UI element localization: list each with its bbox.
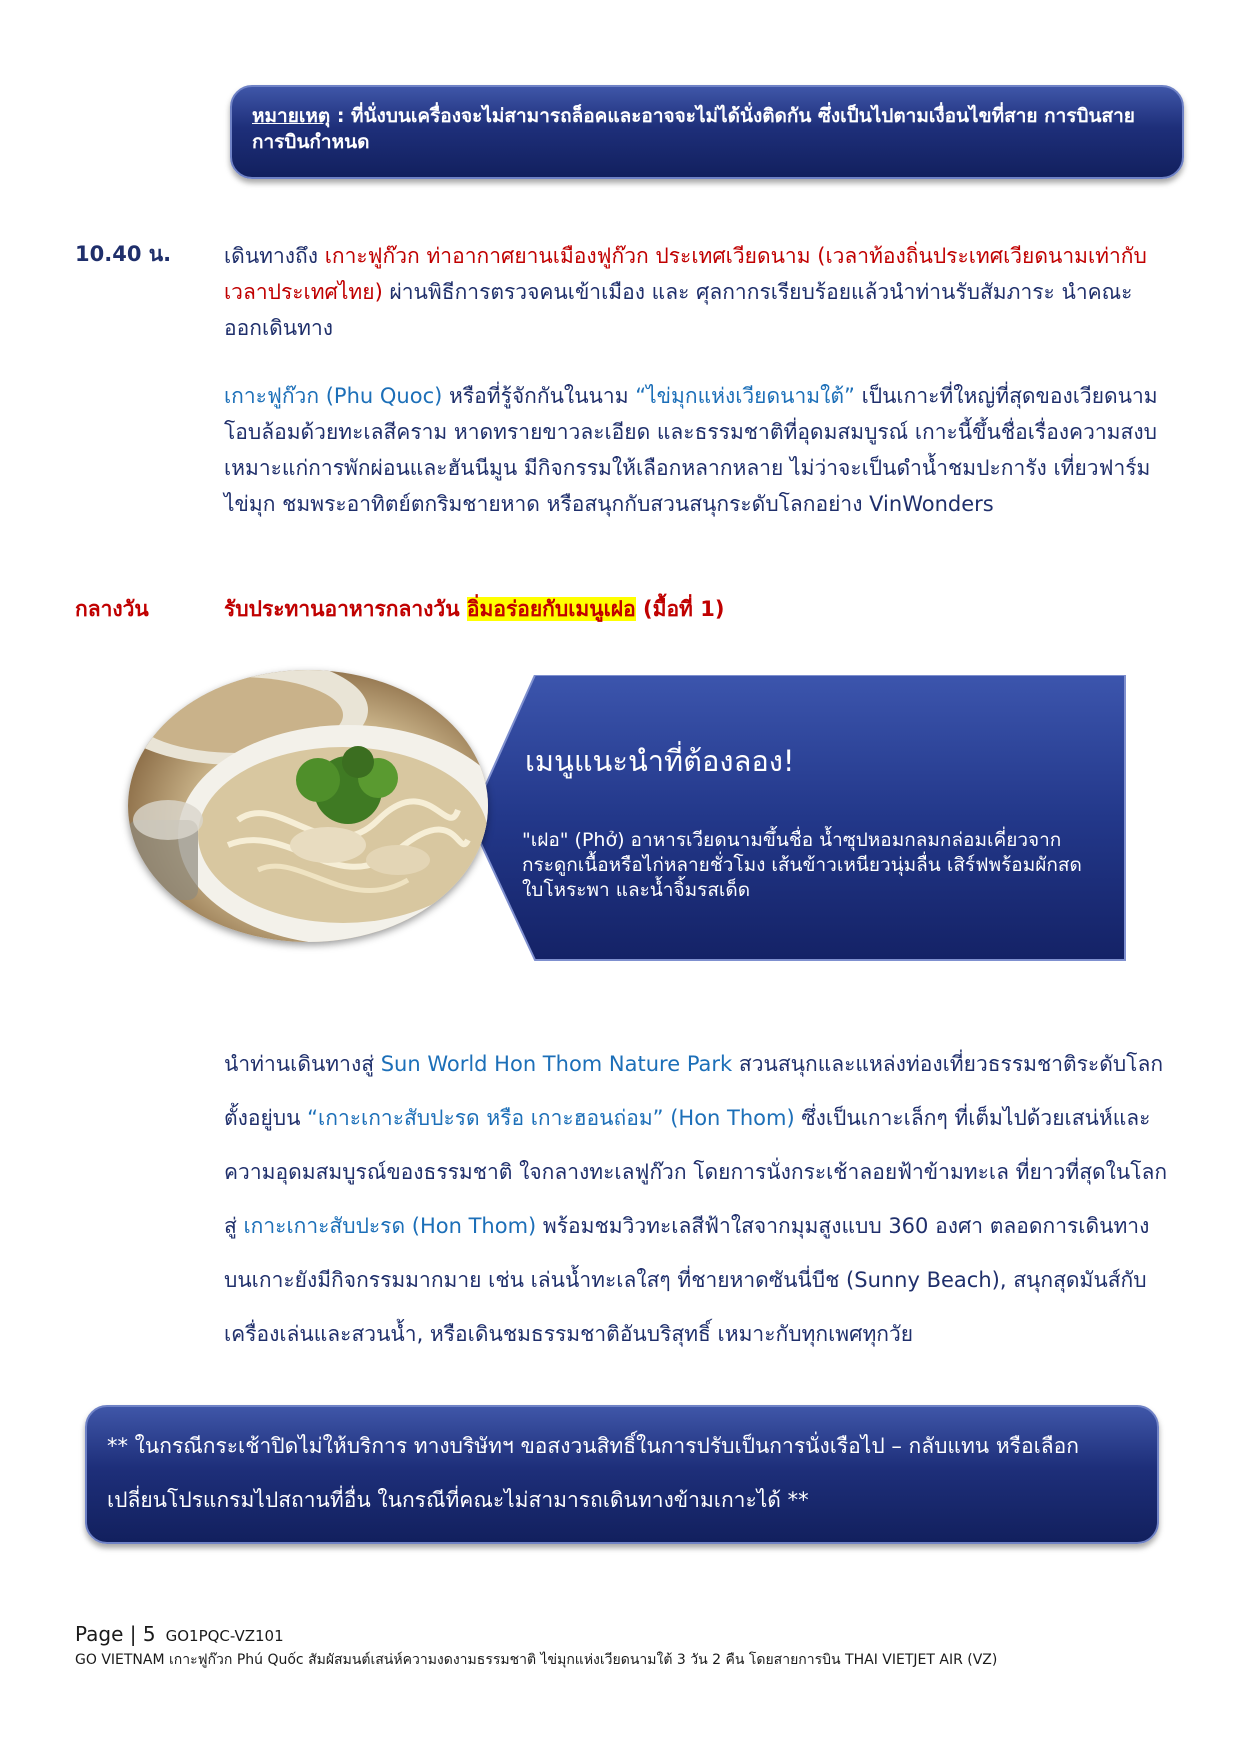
footer-program-title: GO VIETNAM เกาะฟูก๊วก Phú Quốc สัมผัสมนต์เสน่ห์ความงดงามธรรมชาติ ไข่มุกแห่งเวียดนามใต้ 3 วัน 2 คืน โดยสายการบิน THAI VIETJET AIR (VZ) — [75, 1652, 998, 1668]
footer-page-number — [75, 1622, 284, 1646]
sunworld-text-1: สวนสนุกและแหล่งท่องเที่ยวธรรมชาติระดับโลก ตั้งอยู่บน — [224, 1052, 1164, 1130]
lunch-main: รับประทานอาหารกลางวัน — [224, 597, 467, 621]
intro-text-1: หรือที่รู้จักกันในนาม — [442, 384, 636, 408]
intro-island-name: เกาะฟูก๊วก (Phu Quoc) — [224, 384, 443, 408]
sunworld-island-name: “เกาะเกาะสับปะรด หรือ เกาะฮอนถ่อม” (Hon Thom) — [307, 1106, 795, 1130]
menu-title: เมนูแนะนำที่ต้องลอง! — [525, 744, 795, 778]
note-label: หมายเหตุ — [252, 105, 331, 127]
lunch-highlight: อิ่มอร่อยกับเมนูเฝอ — [466, 597, 636, 621]
note-body: : ที่นั่งบนเครื่องจะไม่สามารถล็อคและอาจจะไม่ได้นั่งติดกัน ซึ่งเป็นไปตามเงื่อนไขที่สาย การบินสายการบินกำหนด — [252, 105, 1135, 153]
intro-paragraph — [224, 378, 1169, 522]
intro-nickname: “ไข่มุกแห่งเวียดนามใต้” — [635, 384, 855, 408]
note-text — [252, 103, 1162, 155]
warning-text: ** ในกรณีกระเช้าปิดไม่ให้บริการ ทางบริษัทฯ ขอสงวนสิทธิ์ในการปรับเป็นการนั่งเรือไป – กลับแทน หรือเลือกเปลี่ยนโปรแกรมไปสถานที่อื่น ในกรณีที่คณะไม่สามารถเดินทางข้ามเกาะได้ ** — [107, 1434, 1079, 1512]
arrival-lead: เดินทางถึง — [224, 244, 325, 268]
sunworld-text-3: พร้อมชมวิวทะเลสีฟ้าใสจากมุมสูงแบบ 360 องศา ตลอดการเดินทาง บนเกาะยังมีกิจกรรมมากมาย เช่น เล่นน้ำทะเลใสๆ ที่ชายหาดซันนี่บีช (Sunny Beach), สนุกสุดมันส์กับเครื่องเล่นและสวนน้ำ, หรือเดินชมธรรมชาติอันบริสุทธิ์ เหมาะกับทุกเพศทุกวัย — [224, 1214, 1150, 1346]
sunworld-text-0: นำท่านเดินทางสู่ — [224, 1052, 381, 1076]
arrival-rest: ผ่านพิธีการตรวจคนเข้าเมือง และ ศุลกากรเรียบร้อยแล้วนำท่านรับสัมภาระ นำคณะออกเดินทาง — [224, 280, 1133, 340]
arrival-time: 10.40 น. — [75, 242, 172, 266]
lunch-suffix: (มื้อที่ 1) — [635, 597, 725, 621]
menu-description: "เฝอ" (Phở) อาหารเวียดนามขึ้นชื่อ น้ำซุปหอมกลมกล่อมเคี่ยวจากกระดูกเนื้อหรือไก่หลายชั่วโมง เส้นข้าวเหนียวนุ่มลื่น เสิร์ฟพร้อมผักสด ใบโหระพา และน้ำจิ้มรสเด็ด — [522, 829, 1082, 901]
arrival-destination: เกาะฟูก๊วก ท่าอากาศยานเมืองฟูก๊วก ประเทศเวียดนาม (เวลาท้องถิ่นประเทศเวียดนามเท่ากับเวลาประเทศไทย) — [224, 244, 1147, 304]
pho-photo — [128, 670, 488, 942]
warning-box — [85, 1405, 1159, 1544]
pho-bowl-image — [128, 670, 488, 942]
menu-panel — [440, 675, 1130, 965]
page-number: Page | 5 — [75, 1622, 156, 1646]
sunworld-island-name-2: เกาะเกาะสับปะรด (Hon Thom) — [243, 1214, 537, 1238]
lunch-text — [224, 593, 724, 626]
sunworld-paragraph — [224, 1037, 1174, 1361]
intro-text-2: เป็นเกาะที่ใหญ่ที่สุดของเวียดนาม โอบล้อมด้วยทะเลสีคราม หาดทรายขาวละเอียด และธรรมชาติที่อุดมสมบูรณ์ เกาะนี้ขึ้นชื่อเรื่องความสงบ เหมาะแก่การพักผ่อนและฮันนีมูน มีกิจกรรมให้เลือกหลากหลาย ไม่ว่าจะเป็นดำน้ำชมปะการัง เที่ยวฟาร์มไข่มุก ชมพระอาทิตย์ตกริมชายหาด หรือสนุกกับสวนสนุกระดับโลกอย่าง VinWonders — [224, 384, 1158, 516]
program-code: GO1PQC-VZ101 — [165, 1627, 284, 1645]
note-box — [230, 85, 1184, 179]
lunch-label: กลางวัน — [75, 597, 149, 621]
sunworld-text-2: ซึ่งเป็นเกาะเล็กๆ ที่เต็มไปด้วยเสน่ห์และความอุดมสมบูรณ์ของธรรมชาติ ใจกลางทะเลฟูก๊วก โดยการนั่งกระเช้าลอยฟ้าข้ามทะเล ที่ยาวที่สุดในโลก สู่ — [224, 1106, 1168, 1238]
arrival-paragraph — [224, 238, 1169, 346]
sunworld-park-name: Sun World Hon Thom Nature Park — [380, 1052, 733, 1076]
